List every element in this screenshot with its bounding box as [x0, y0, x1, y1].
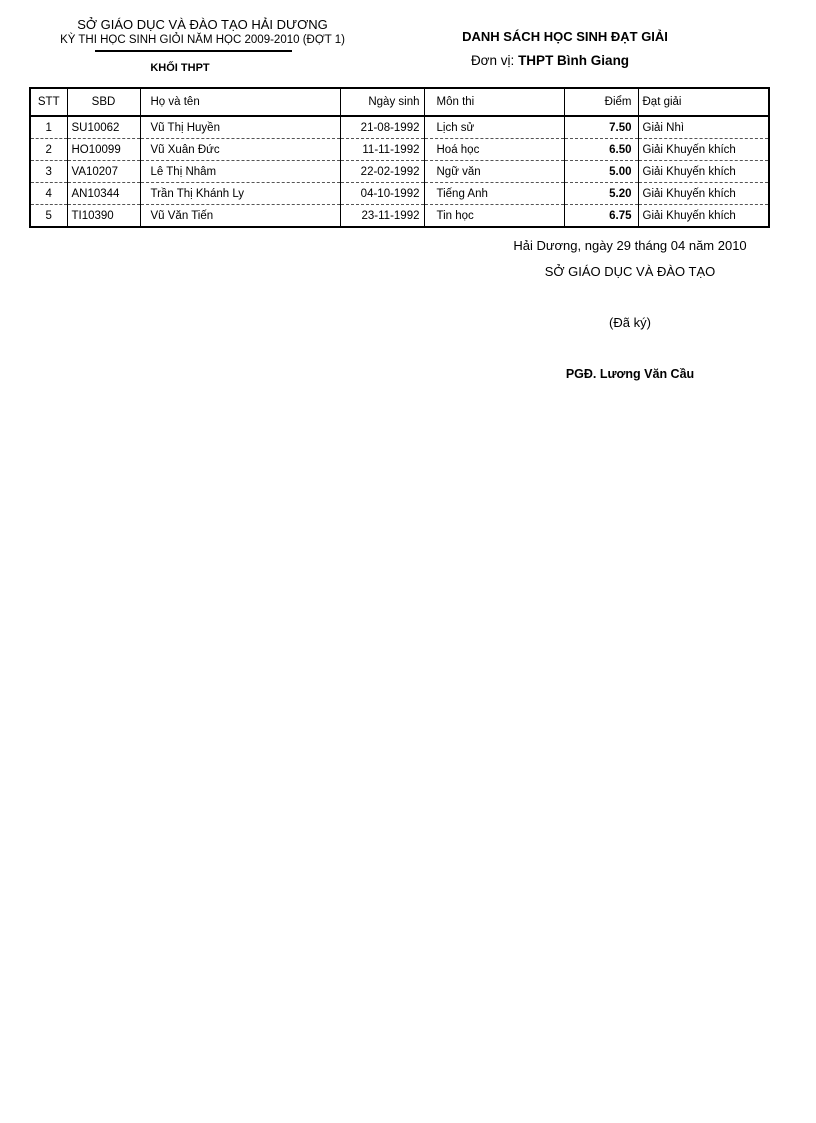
col-header-award: Đạt giải — [638, 88, 769, 116]
col-header-subject: Môn thi — [424, 88, 564, 116]
cell-sbd: SU10062 — [67, 116, 140, 139]
cell-subject: Ngữ văn — [424, 161, 564, 183]
col-header-name: Họ và tên — [140, 88, 340, 116]
cell-name: Trần Thị Khánh Ly — [140, 183, 340, 205]
col-header-sbd: SBD — [67, 88, 140, 116]
cell-name: Vũ Thị Huyền — [140, 116, 340, 139]
signed-note: (Đã ký) — [609, 315, 651, 330]
unit-name: THPT Bình Giang — [518, 53, 630, 68]
cell-score: 5.00 — [564, 161, 638, 183]
results-table — [29, 87, 770, 228]
cell-stt: 3 — [30, 161, 67, 183]
signing-organization: SỞ GIÁO DỤC VÀ ĐÀO TẠO — [544, 264, 716, 279]
cell-name: Vũ Xuân Đức — [140, 139, 340, 161]
cell-sbd: VA10207 — [67, 161, 140, 183]
date-line: Hải Dương, ngày 29 tháng 04 năm 2010 — [513, 238, 747, 253]
col-header-stt: STT — [30, 88, 67, 116]
cell-award: Giải Khuyến khích — [638, 205, 769, 228]
table-row — [30, 139, 769, 161]
signer-name: PGĐ. Lương Văn Cầu — [565, 367, 695, 381]
org-name: SỞ GIÁO DỤC VÀ ĐÀO TẠO HẢI DƯƠNG — [77, 17, 328, 32]
cell-dob: 21-08-1992 — [340, 116, 424, 139]
cell-sbd: AN10344 — [67, 183, 140, 205]
cell-name: Lê Thị Nhâm — [140, 161, 340, 183]
unit-line — [420, 53, 680, 68]
cell-award: Giải Nhì — [638, 116, 769, 139]
cell-subject: Tiếng Anh — [424, 183, 564, 205]
cell-sbd: HO10099 — [67, 139, 140, 161]
cell-dob: 23-11-1992 — [340, 205, 424, 228]
cell-stt: 1 — [30, 116, 67, 139]
cell-score: 6.50 — [564, 139, 638, 161]
unit-label: Đơn vị: — [470, 53, 519, 68]
cell-subject: Lịch sử — [424, 116, 564, 139]
cell-score: 5.20 — [564, 183, 638, 205]
cell-dob: 22-02-1992 — [340, 161, 424, 183]
grade-level: KHỐI THPT — [150, 62, 210, 74]
cell-award: Giải Khuyến khích — [638, 183, 769, 205]
cell-dob: 11-11-1992 — [340, 139, 424, 161]
cell-subject: Hoá học — [424, 139, 564, 161]
table-row — [30, 116, 769, 139]
col-header-dob: Ngày sinh — [340, 88, 424, 116]
table-row — [30, 161, 769, 183]
cell-award: Giải Khuyến khích — [638, 161, 769, 183]
cell-stt: 2 — [30, 139, 67, 161]
col-header-score: Điểm — [564, 88, 638, 116]
exam-name: KỲ THI HỌC SINH GIỎI NĂM HỌC 2009-2010 (ĐỢT 1) — [60, 34, 345, 46]
cell-sbd: TI10390 — [67, 205, 140, 228]
table-row — [30, 205, 769, 228]
cell-name: Vũ Văn Tiến — [140, 205, 340, 228]
cell-score: 6.75 — [564, 205, 638, 228]
cell-award: Giải Khuyến khích — [638, 139, 769, 161]
table-row — [30, 183, 769, 205]
cell-dob: 04-10-1992 — [340, 183, 424, 205]
cell-stt: 4 — [30, 183, 67, 205]
document-title: DANH SÁCH HỌC SINH ĐẠT GIẢI — [462, 29, 668, 44]
cell-subject: Tin học — [424, 205, 564, 228]
cell-stt: 5 — [30, 205, 67, 228]
cell-score: 7.50 — [564, 116, 638, 139]
header-underline — [95, 50, 292, 52]
table-header-row — [30, 88, 769, 116]
